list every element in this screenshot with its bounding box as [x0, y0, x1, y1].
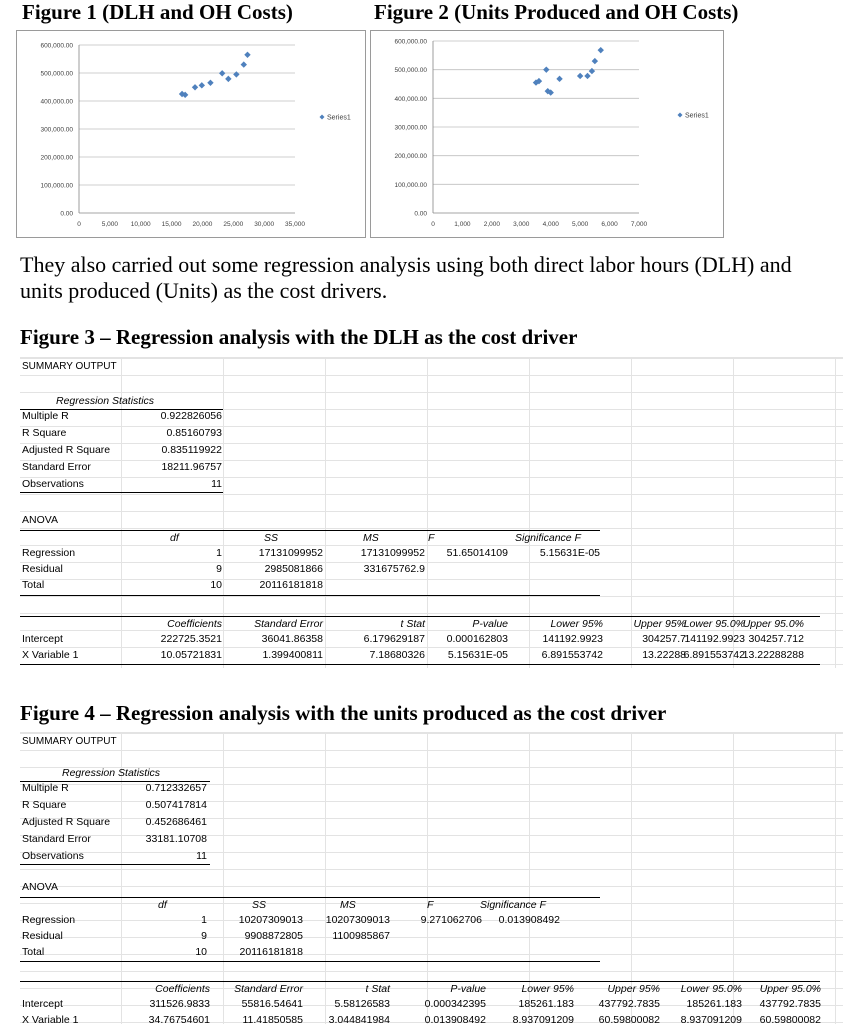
- anova-value: 1100985867: [332, 930, 390, 942]
- anova-value: 331675762.9: [363, 563, 425, 575]
- legend-label: Series1: [327, 114, 351, 122]
- x-tick-label: 15,000: [161, 221, 182, 228]
- anova-value: 9: [201, 930, 207, 942]
- anova-label: ANOVA: [22, 514, 58, 526]
- anova-value: 1: [216, 547, 222, 559]
- anova-header: SS: [264, 532, 279, 544]
- coef-value: 6.891553742: [541, 649, 603, 661]
- x-tick-label: 20,000: [192, 221, 213, 228]
- coef-value: 60.59800082: [759, 1014, 821, 1024]
- summary-output-label: SUMMARY OUTPUT: [22, 361, 117, 372]
- data-point: [225, 76, 231, 82]
- x-tick-label: 5,000: [572, 221, 589, 228]
- coef-value: 11.41850585: [242, 1014, 303, 1024]
- anova-value: 17131099952: [360, 547, 425, 559]
- y-tick-label: 600,000.00: [40, 42, 73, 50]
- x-tick-label: 10,000: [130, 221, 151, 228]
- anova-header: df: [170, 532, 179, 544]
- legend-label: Series1: [685, 112, 709, 120]
- y-tick-label: 200,000.00: [40, 154, 73, 162]
- divider: [20, 595, 600, 596]
- coef-value: 304257.712: [748, 633, 804, 645]
- coef-value: 3.044841984: [328, 1014, 390, 1024]
- y-tick-label: 0.00: [414, 210, 427, 218]
- stat-value: 0.507417814: [145, 799, 207, 811]
- coef-header: t Stat: [400, 618, 425, 630]
- data-point: [199, 82, 205, 88]
- figure2-title: Figure 2 (Units Produced and OH Costs): [374, 0, 739, 24]
- anova-value: 20116181818: [259, 579, 323, 591]
- figure1-title: Figure 1 (DLH and OH Costs): [22, 0, 293, 24]
- anova-value: 10207309013: [325, 914, 390, 926]
- divider: [20, 981, 820, 982]
- stat-label: Standard Error: [22, 461, 91, 473]
- anova-header: MS: [340, 899, 356, 911]
- stat-label: Adjusted R Square: [22, 816, 111, 828]
- figure1-plot: [17, 31, 367, 239]
- coef-value: 311526.9833: [149, 998, 210, 1010]
- stat-value: 11: [211, 478, 222, 490]
- coef-header: P-value: [472, 618, 508, 630]
- anova-header: F: [427, 899, 434, 911]
- coef-value: 6.179629187: [363, 633, 425, 645]
- x-tick-label: 2,000: [483, 221, 500, 228]
- x-tick-label: 4,000: [542, 221, 559, 228]
- anova-header: df: [158, 899, 167, 911]
- anova-row-label: Residual: [22, 563, 63, 575]
- legend-marker: [678, 113, 683, 118]
- regression-stats-header: Regression Statistics: [62, 767, 161, 779]
- coef-row-label: X Variable 1: [22, 649, 79, 661]
- y-tick-label: 300,000.00: [40, 126, 73, 134]
- x-tick-label: 6,000: [601, 221, 618, 228]
- stat-label: Observations: [22, 850, 84, 862]
- y-tick-label: 100,000.00: [40, 182, 73, 190]
- anova-row-label: Total: [22, 579, 45, 591]
- anova-value: 2985081866: [264, 563, 323, 575]
- coef-value: 222725.3521: [160, 633, 222, 645]
- anova-value: 17131099952: [258, 547, 323, 559]
- coef-header: Upper 95.0%: [759, 983, 821, 995]
- coef-value: 36041.86358: [261, 633, 323, 645]
- divider: [20, 897, 600, 898]
- anova-row-label: Residual: [22, 930, 63, 942]
- anova-header: Significance F: [480, 899, 546, 911]
- coef-value: 437792.7835: [759, 998, 821, 1010]
- anova-value: 0.013908492: [498, 914, 560, 926]
- anova-value: 10: [210, 579, 222, 591]
- coef-value: 5.58126583: [334, 998, 390, 1010]
- stat-label: Multiple R: [22, 410, 69, 422]
- coef-value: 141192.9923: [684, 633, 745, 645]
- coef-header: Lower 95.0%: [683, 618, 745, 630]
- stat-value: 0.922826056: [160, 410, 222, 422]
- paragraph-line-2: units produced (Units) as the cost drivers.: [20, 278, 388, 303]
- coef-row-label: X Variable 1: [22, 1014, 79, 1024]
- coef-value: 1.399400811: [262, 649, 323, 661]
- anova-value: 1: [201, 914, 207, 926]
- y-tick-label: 500,000.00: [394, 67, 427, 75]
- coef-value: 8.937091209: [680, 1014, 742, 1024]
- coef-header: Upper 95.0%: [742, 618, 804, 630]
- data-point: [543, 66, 549, 72]
- figure3-title: Figure 3 – Regression analysis with the DLH as the cost driver: [20, 325, 578, 349]
- divider: [20, 616, 820, 617]
- data-point: [219, 70, 225, 76]
- data-point: [592, 58, 598, 64]
- stat-label: R Square: [22, 427, 67, 439]
- coef-value: 0.000342395: [424, 998, 486, 1010]
- stat-label: Multiple R: [22, 782, 69, 794]
- y-tick-label: 500,000.00: [40, 70, 73, 78]
- anova-value: 10207309013: [238, 914, 303, 926]
- anova-row-label: Regression: [22, 547, 76, 559]
- coef-row-label: Intercept: [22, 633, 63, 645]
- stat-label: Standard Error: [22, 833, 91, 845]
- anova-row-label: Total: [22, 946, 45, 958]
- coef-value: 7.18680326: [369, 649, 425, 661]
- stat-label: R Square: [22, 799, 67, 811]
- x-tick-label: 35,000: [285, 221, 305, 228]
- data-point: [241, 61, 247, 67]
- x-tick-label: 0: [77, 221, 81, 228]
- anova-label: ANOVA: [22, 881, 58, 893]
- data-point: [192, 84, 198, 90]
- coef-header: Standard Error: [234, 983, 303, 995]
- divider: [20, 961, 600, 962]
- coef-header: Upper 95%: [607, 983, 660, 995]
- stat-value: 0.712332657: [145, 782, 207, 794]
- stat-value: 11: [196, 850, 207, 862]
- anova-header: F: [428, 532, 435, 544]
- coef-header: Upper 95%: [633, 618, 686, 630]
- stat-value: 0.85160793: [166, 427, 222, 439]
- coef-row-label: Intercept: [22, 998, 63, 1010]
- anova-header: MS: [363, 532, 379, 544]
- coef-header: Lower 95%: [550, 618, 603, 630]
- data-point: [577, 73, 583, 79]
- anova-value: 20116181818: [239, 946, 303, 958]
- x-tick-label: 30,000: [254, 221, 275, 228]
- anova-value: 9.271062706: [420, 914, 482, 926]
- regression-stats-header: Regression Statistics: [56, 395, 155, 407]
- y-tick-label: 400,000.00: [40, 98, 73, 106]
- y-tick-label: 400,000.00: [394, 95, 427, 103]
- coef-value: 13.22288: [642, 649, 686, 661]
- data-point: [207, 80, 213, 86]
- y-tick-label: 0.00: [60, 210, 73, 218]
- coef-value: 8.937091209: [512, 1014, 574, 1024]
- x-tick-label: 7,000: [630, 221, 648, 228]
- data-point: [556, 76, 562, 82]
- coef-value: 185261.183: [518, 998, 574, 1010]
- stat-label: Adjusted R Square: [22, 444, 111, 456]
- divider: [20, 664, 820, 665]
- coef-value: 6.891553742: [683, 649, 745, 661]
- coef-header: Lower 95.0%: [680, 983, 742, 995]
- y-tick-label: 300,000.00: [394, 124, 427, 132]
- stat-value: 0.452686461: [145, 816, 207, 828]
- coef-value: 437792.7835: [598, 998, 660, 1010]
- stat-value: 0.835119922: [161, 444, 222, 456]
- anova-value: 5.15631E-05: [539, 547, 600, 559]
- coef-value: 13.22288288: [742, 649, 804, 661]
- coef-value: 185261.183: [686, 998, 742, 1010]
- y-tick-label: 200,000.00: [394, 153, 427, 161]
- data-point: [598, 47, 604, 53]
- figure3-sheet: [20, 357, 843, 668]
- intro-paragraph: [20, 252, 843, 304]
- data-point: [233, 71, 239, 77]
- divider: [20, 530, 600, 531]
- coef-value: 304257.7: [642, 633, 686, 645]
- stat-label: Observations: [22, 478, 84, 490]
- anova-value: 9: [216, 563, 222, 575]
- coef-value: 55816.54641: [241, 998, 303, 1010]
- data-point: [584, 73, 590, 79]
- x-tick-label: 3,000: [513, 221, 530, 228]
- coef-value: 10.05721831: [160, 649, 222, 661]
- y-tick-label: 600,000.00: [394, 38, 427, 46]
- coef-value: 0.000162803: [446, 633, 508, 645]
- coef-header: t Stat: [365, 983, 390, 995]
- figure4-title: Figure 4 – Regression analysis with the units produced as the cost driver: [20, 701, 667, 725]
- figure1-chart: [16, 30, 366, 238]
- anova-value: 51.65014109: [446, 547, 508, 559]
- figure2-plot: [371, 31, 725, 239]
- anova-header: SS: [252, 899, 267, 911]
- stat-value: 33181.10708: [145, 833, 207, 845]
- legend-marker: [320, 115, 325, 120]
- anova-header: Significance F: [515, 532, 581, 544]
- coef-value: 0.013908492: [424, 1014, 486, 1024]
- figure2-chart: [370, 30, 724, 238]
- coef-value: 141192.9923: [542, 633, 603, 645]
- coef-header: Standard Error: [254, 618, 323, 630]
- paragraph-line-1: They also carried out some regression analysis using both direct labor hours (DLH) and: [20, 252, 792, 277]
- coef-header: Lower 95%: [521, 983, 574, 995]
- anova-value: 10: [195, 946, 207, 958]
- x-tick-label: 5,000: [101, 221, 118, 228]
- coef-value: 60.59800082: [598, 1014, 660, 1024]
- coef-header: P-value: [450, 983, 486, 995]
- coef-header: Coefficients: [155, 983, 210, 995]
- divider: [20, 864, 210, 865]
- summary-output-label: SUMMARY OUTPUT: [22, 736, 117, 747]
- x-tick-label: 0: [431, 221, 435, 228]
- coef-header: Coefficients: [167, 618, 222, 630]
- data-point: [244, 52, 250, 58]
- stat-value: 18211.96757: [161, 461, 222, 473]
- x-tick-label: 25,000: [223, 221, 244, 228]
- coef-value: 5.15631E-05: [447, 649, 508, 661]
- figure4-sheet: [20, 732, 843, 1024]
- anova-row-label: Regression: [22, 914, 76, 926]
- anova-value: 9908872805: [244, 930, 303, 942]
- x-tick-label: 1,000: [454, 221, 471, 228]
- data-point: [589, 68, 595, 74]
- divider: [20, 492, 223, 493]
- y-tick-label: 100,000.00: [394, 181, 427, 189]
- coef-value: 34.76754601: [148, 1014, 210, 1024]
